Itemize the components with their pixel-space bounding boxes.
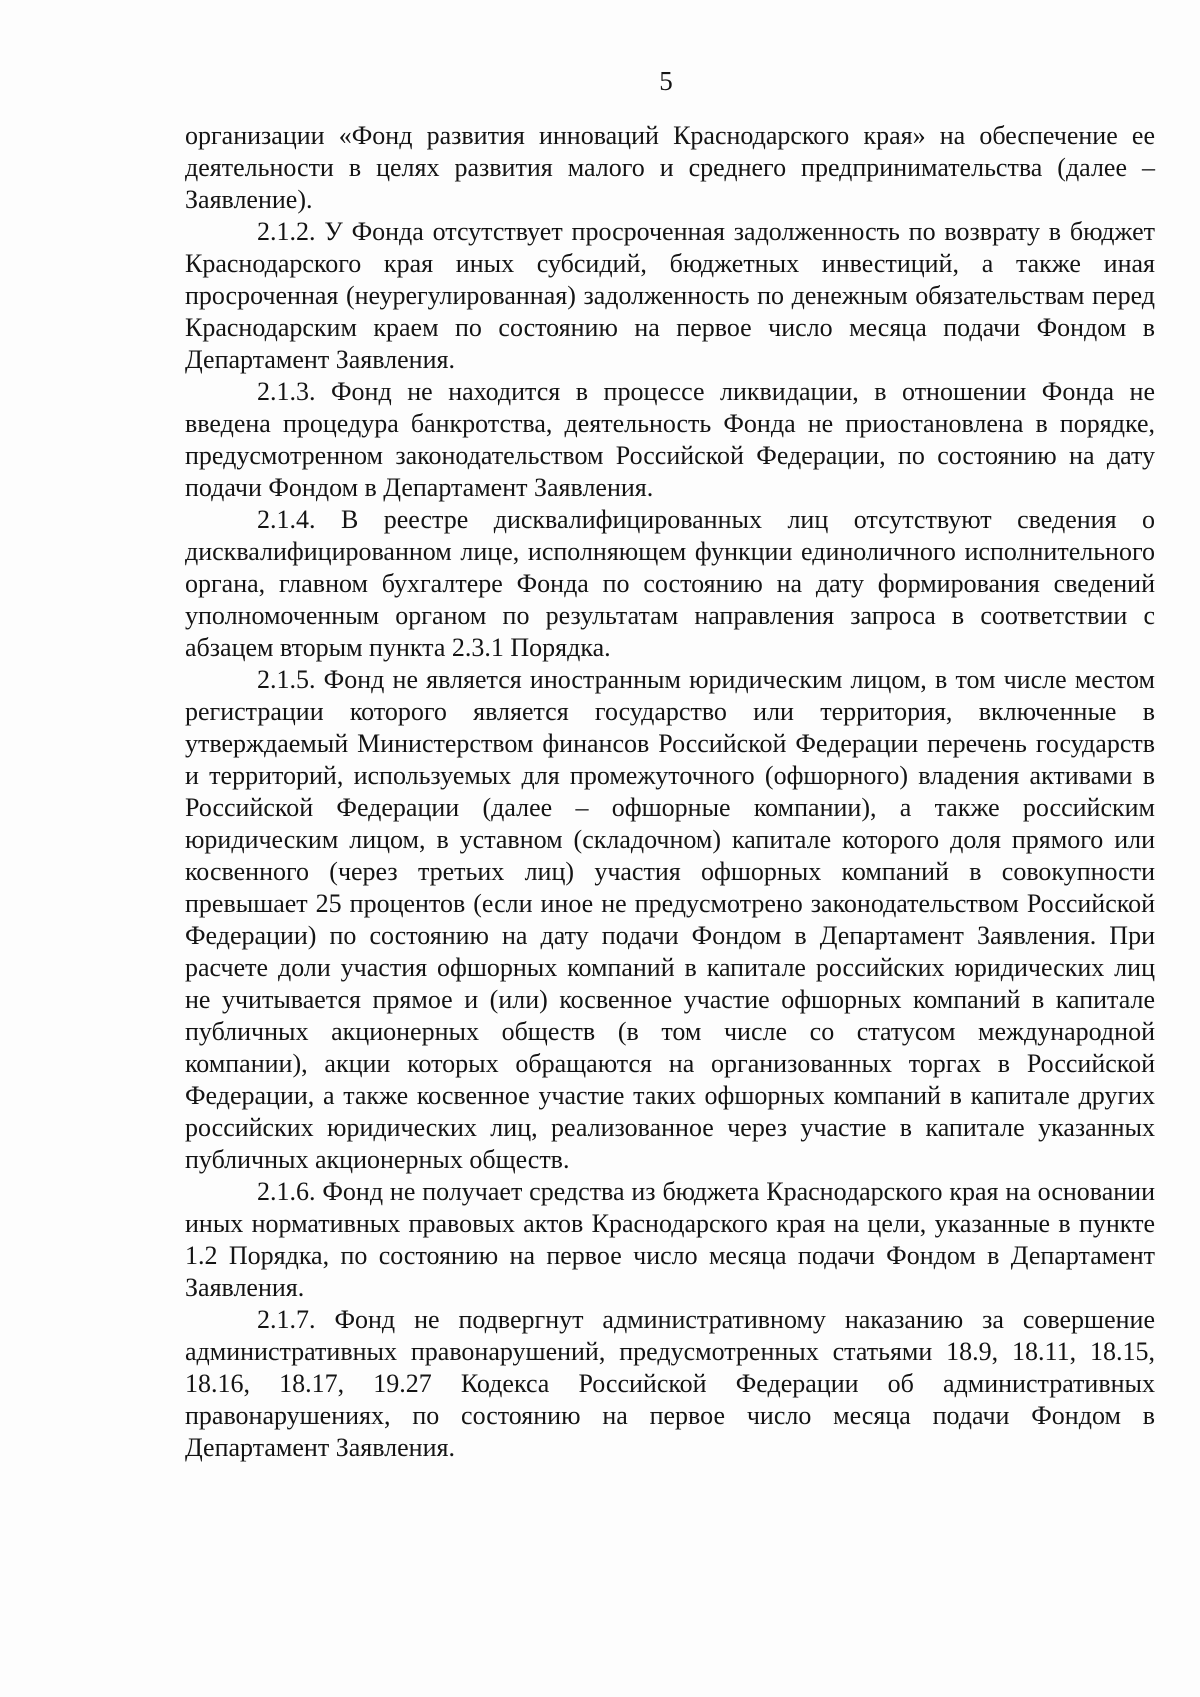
document-body — [185, 120, 1155, 1464]
paragraph-2-1-2: 2.1.2. У Фонда отсутствует просроченная задолженность по возврату в бюджет Краснодарского края иных субсидий, бюджетных инвестиций, а также иная просроченная (неурегулированная) задолженность по денежным обязательствам перед Краснодарским краем по состоянию на первое число месяца подачи Фондом в Департамент Заявления. — [185, 217, 1155, 374]
paragraph-2-1-3: 2.1.3. Фонд не находится в процессе ликвидации, в отношении Фонда не введена процедура банкротства, деятельность Фонда не приостановлена в порядке, предусмотренном законодательством Российской Федерации, по состоянию на дату подачи Фондом в Департамент Заявления. — [185, 377, 1155, 502]
paragraph-continuation: организации «Фонд развития инноваций Краснодарского края» на обеспечение ее деятельности в целях развития малого и среднего предпринимательства (далее – Заявление). — [185, 121, 1155, 214]
paragraph-2-1-5: 2.1.5. Фонд не является иностранным юридическим лицом, в том числе местом регистрации которого является государство или территория, включенные в утверждаемый Министерством финансов Российской Федерации перечень государств и территорий, используемых для промежуточного (офшорного) владения активами в Российской Федерации (далее – офшорные компании), а также российским юридическим лицом, в уставном (складочном) капитале которого доля прямого или косвенного (через третьих лиц) участия офшорных компаний в совокупности превышает 25 процентов (если иное не предусмотрено законодательством Российской Федерации) по состоянию на дату подачи Фондом в Департамент Заявления. При расчете доли участия офшорных компаний в капитале российских юридических лиц не учитывается прямое и (или) косвенное участие офшорных компаний в капитале публичных акционерных обществ (в том числе со статусом международной компании), акции которых обращаются на организованных торгах в Российской Федерации, а также косвенное участие таких офшорных компаний в капитале других российских юридических лиц, реализованное через участие в капитале указанных публичных акционерных обществ. — [185, 665, 1155, 1174]
paragraph-2-1-6: 2.1.6. Фонд не получает средства из бюджета Краснодарского края на основании иных нормативных правовых актов Краснодарского края на цели, указанные в пункте 1.2 Порядка, по состоянию на первое число месяца подачи Фондом в Департамент Заявления. — [185, 1177, 1155, 1302]
paragraph-2-1-4: 2.1.4. В реестре дисквалифицированных лиц отсутствуют сведения о дисквалифицированном лице, исполняющем функции единоличного исполнительного органа, главном бухгалтере Фонда по состоянию на дату формирования сведений уполномоченным органом по результатам направления запроса в соответствии с абзацем вторым пункта 2.3.1 Порядка. — [185, 505, 1155, 662]
page-number: 5 — [659, 66, 673, 96]
paragraph-2-1-7: 2.1.7. Фонд не подвергнут административному наказанию за совершение административных правонарушений, предусмотренных статьями 18.9, 18.11, 18.15, 18.16, 18.17, 19.27 Кодекса Российской Федерации об административных правонарушениях, по состоянию на первое число месяца подачи Фондом в Департамент Заявления. — [185, 1305, 1155, 1462]
